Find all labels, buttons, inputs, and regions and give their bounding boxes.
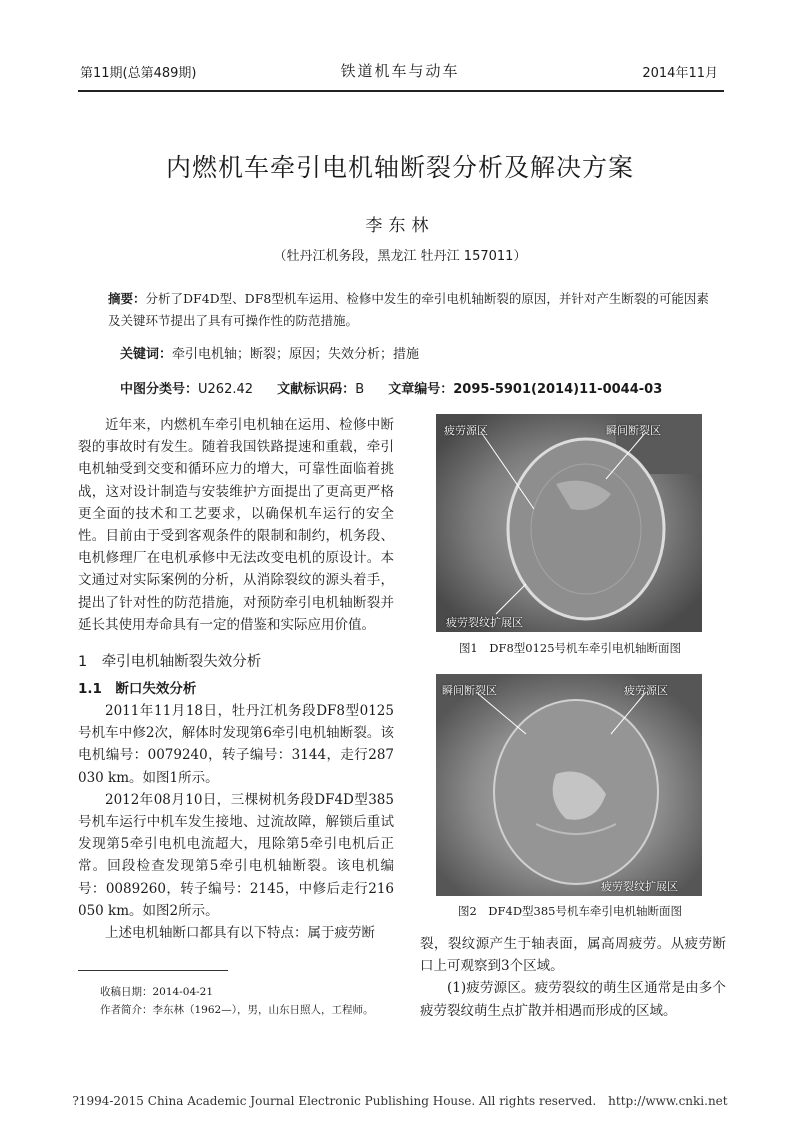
classification-row [120,378,740,397]
article-number: 文章编号：2095-5901(2014)11-0044-03 [388,382,663,397]
figure-2-caption: 图2 DF4D型385号机车牵引电机轴断面图 [457,904,682,918]
issue-date: 2014年11月 [642,66,718,81]
fig1-label-crack-expansion: 疲劳裂纹扩展区 [446,616,523,629]
issue-number: 第11期(总第489期) [80,66,197,81]
fig2-label-fatigue-source: 疲劳源区 [624,684,668,697]
right-column [420,933,726,1022]
author-name: 李东林 [365,216,435,236]
keywords-text: 牵引电机轴；断裂；原因；失效分析；措施 [172,347,420,362]
body-paragraph-2: 2012年08月10日，三棵树机务段DF4D型385号机车运行中机车发生接地、过流故障，解锁后重试发现第5牵引电机电流超大，甩除第5牵引电机后正常。回段检查发现第5牵引电机轴断裂。该电机编号：0089260，转子编号：2145，中修后走行216 050 km。如图2所示。 [78,791,394,919]
fig2-label-crack-expansion: 疲劳裂纹扩展区 [601,880,678,893]
figure-1-photo [436,414,702,632]
abstract-text: 分析了DF4D型、DF8型机车运用、检修中发生的牵引电机轴断裂的原因，并针对产生断裂的可能因素及关键环节提出了具有可操作性的防范措施。 [108,291,709,328]
journal-name: 铁道机车与动车 [340,62,460,80]
author-bio: 作者简介：李东林（1962—），男，山东日照人，工程师。 [100,1004,374,1016]
document-code: 文献标识码：B [277,382,365,397]
copyright-footer: ?1994-2015 China Academic Journal Electronic Publishing House. All rights reserved. http://www.cnki.net [72,1094,728,1108]
clc-number: 中图分类号：U262.42 [120,382,254,397]
intro-paragraph: 近年来，内燃机车牵引电机轴在运用、检修中断裂的事故时有发生。随着我国铁路提速和重载，牵引电机轴受到交变和循环应力的增大，可靠性面临着挑战，这对设计制造与安装维护方面提出了更高更严格更全面的技术和工艺要求，以确保机车运行的安全性。目前由于受到客观条件的限制和制约，机务段、电机修理厂在电机承修中无法改变电机的原设计。本文通过对实际案例的分析，从消除裂纹的源头着手，提出了针对性的防范措施，对预防牵引电机轴断裂并延长其使用寿命具有一定的借鉴和实际应用价值。 [78,417,394,633]
fig1-label-instant-fracture: 瞬间断裂区 [606,424,661,437]
figure-2-photo [436,674,702,896]
keywords [120,343,720,362]
footnote-rule [78,970,228,971]
affiliation: （牡丹江机务段，黑龙江 牡丹江 157011） [273,249,527,264]
body-paragraph-1: 2011年11月18日，牡丹江机务段DF8型0125号机车中修2次，解体时发现第6牵引电机轴断裂。该电机编号：0079240，转子编号：3144，走行287 030 km。如图1所示。 [78,703,394,786]
fig1-label-fatigue-source: 疲劳源区 [444,424,488,437]
footnotes [100,983,400,1019]
left-column [78,414,394,944]
header-rule [78,90,724,92]
figure-1-caption: 图1 DF8型0125号机车牵引电机轴断面图 [458,641,682,655]
keywords-label: 关键词： [120,347,173,362]
abstract-label: 摘要： [108,291,146,306]
body-paragraph-3: 上述电机轴断口都具有以下特点：属于疲劳断 [105,925,375,942]
section-heading-1: 1 牵引电机轴断裂失效分析 [78,654,262,671]
fig2-label-instant-fracture: 瞬间断裂区 [442,684,497,697]
section-heading-1-1: 1.1 断口失效分析 [78,681,197,698]
received-date: 收稿日期：2014-04-21 [100,986,214,998]
abstract [108,288,718,332]
right-paragraph-2: (1)疲劳源区。疲劳裂纹的萌生区通常是由多个疲劳裂纹萌生点扩散并相遇而形成的区域。 [420,980,726,1019]
paper-title: 内燃机车牵引电机轴断裂分析及解决方案 [165,153,634,182]
right-paragraph-1: 裂，裂纹源产生于轴表面，属高周疲劳。从疲劳断口上可观察到3个区域。 [420,936,726,975]
